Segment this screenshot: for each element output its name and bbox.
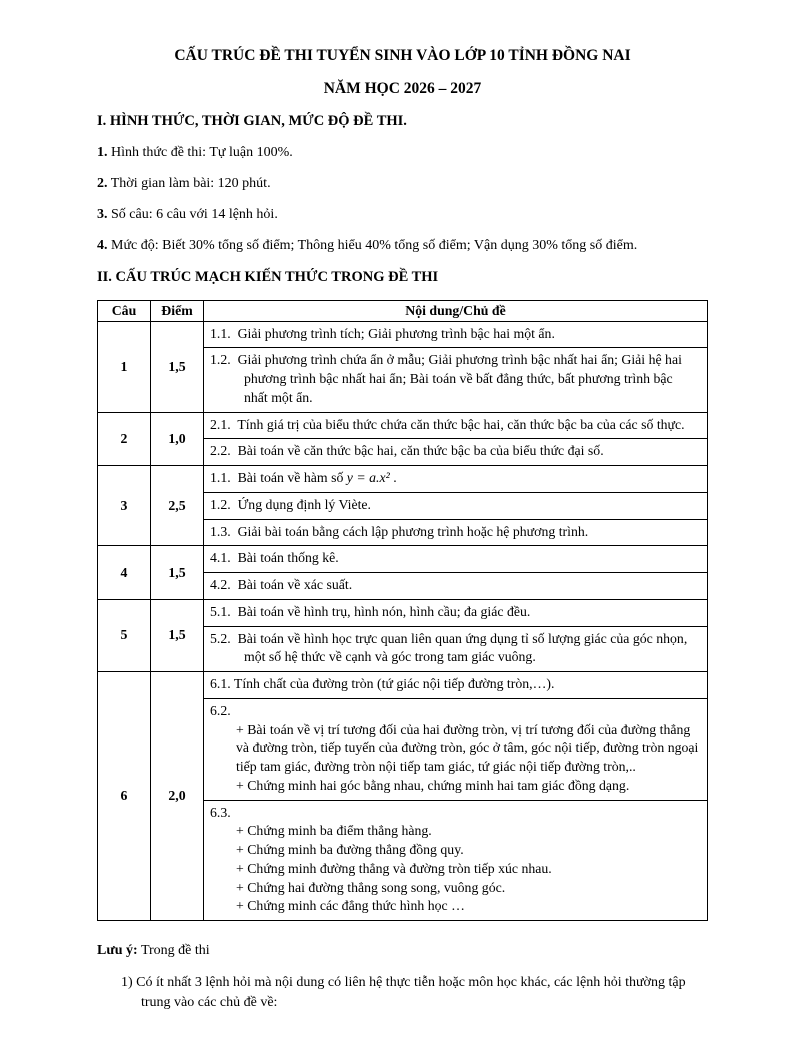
section1-item-4 xyxy=(97,237,708,255)
table-row-cau2 xyxy=(98,412,708,439)
table-row-cau1 xyxy=(98,321,708,348)
section1-item-1-text: Hình thức đề thi: Tự luận 100%. xyxy=(111,144,293,160)
table-row-cau4 xyxy=(98,546,708,573)
content-cell-2-1 xyxy=(204,412,708,439)
content-cell-6-1 xyxy=(204,672,708,699)
section1-item-3-text: Số câu: 6 câu với 14 lệnh hỏi. xyxy=(111,207,278,223)
content-cell-2-2 xyxy=(204,439,708,466)
formula-y-ax2: y = a.x² xyxy=(346,470,390,485)
topic-bullet-6-3-2: + Chứng minh ba đường thẳng đồng quy. xyxy=(236,842,464,857)
topic-text-4-1: 4.1. Bài toán thống kê. xyxy=(210,550,339,566)
topic-text-6-1: 6.1. Tính chất của đường tròn (tứ giác nội tiếp đường tròn,…). xyxy=(210,676,555,691)
topic-bullet-6-3-1: + Chứng minh ba điểm thẳng hàng. xyxy=(236,823,432,839)
diem-4-cell: 1,5 xyxy=(151,546,204,600)
topic-label-6-3: 6.3. xyxy=(210,804,231,820)
content-cell-6-3 xyxy=(204,800,708,921)
topic-text-5-1: 5.1. Bài toán về hình trụ, hình nón, hình cầu; đa giác đều. xyxy=(210,603,531,619)
topic-text-3-1 xyxy=(210,469,699,488)
content-cell-3-3 xyxy=(204,519,708,546)
topic-text-3-1-post: . xyxy=(389,470,397,485)
cau-4-cell: 4 xyxy=(98,546,151,600)
section1-item-2 xyxy=(97,175,708,193)
section1-item-2-text: Thời gian làm bài: 120 phút. xyxy=(110,175,271,191)
diem-3-cell: 2,5 xyxy=(151,466,204,546)
table-row-cau3 xyxy=(98,466,708,493)
document-header xyxy=(97,46,708,99)
cau-3-cell: 3 xyxy=(98,466,151,546)
section1-item-1-number: 1. xyxy=(97,144,108,160)
topic-bullet-6-3-4: + Chứng hai đường thẳng song song, vuông góc. xyxy=(236,879,506,895)
note-list xyxy=(121,973,708,1012)
content-cell-1-1 xyxy=(204,321,708,348)
content-cell-6-2 xyxy=(204,698,708,800)
document-title-line2: NĂM HỌC 2026 – 2027 xyxy=(323,80,482,98)
exam-structure-table xyxy=(97,300,708,922)
note-label: Lưu ý: xyxy=(97,943,138,958)
section1-item-4-number: 4. xyxy=(97,238,108,254)
topic-bullet-6-3-5: + Chứng minh các đẳng thức hình học … xyxy=(236,898,465,914)
content-cell-4-1 xyxy=(204,546,708,573)
content-cell-5-2 xyxy=(204,626,708,672)
table-row-cau6 xyxy=(98,672,708,699)
cau-6-cell: 6 xyxy=(98,672,151,921)
content-cell-1-2 xyxy=(204,348,708,412)
document-title-line1: CẤU TRÚC ĐỀ THI TUYỂN SINH VÀO LỚP 10 TỈNH ĐỒNG NAI xyxy=(174,47,631,64)
content-cell-3-1 xyxy=(204,466,708,493)
topic-bullet-6-3-3: + Chứng minh đường thẳng và đường tròn tiếp xúc nhau. xyxy=(236,860,552,876)
table-header-row xyxy=(98,300,708,321)
content-cell-4-2 xyxy=(204,573,708,600)
topic-text-5-2: 5.2. Bài toán về hình học trực quan liên quan ứng dụng tỉ số lượng giác của góc nhọn, một số hệ thức về cạnh và góc trong tam giác vuông. xyxy=(210,630,688,665)
topic-text-3-2: 1.2. Ứng dụng định lý Viète. xyxy=(210,496,371,512)
section1-item-4-text: Mức độ: Biết 30% tổng số điểm; Thông hiểu 40% tổng số điểm; Vận dụng 30% tổng số điểm. xyxy=(111,238,638,254)
table-row-cau5 xyxy=(98,599,708,626)
note-item-1 xyxy=(121,973,708,1012)
topic-text-2-2: 2.2. Bài toán về căn thức bậc hai, căn thức bậc ba của biểu thức đại số. xyxy=(210,443,604,459)
section1-heading: I. HÌNH THỨC, THỜI GIAN, MỨC ĐỘ ĐỀ THI. xyxy=(97,112,407,129)
header-noidung: Nội dung/Chủ đề xyxy=(204,300,708,321)
topic-text-4-2: 4.2. Bài toán về xác suất. xyxy=(210,577,353,592)
section1-item-3-number: 3. xyxy=(97,207,108,223)
diem-1-cell: 1,5 xyxy=(151,321,204,412)
section1-item-2-number: 2. xyxy=(97,175,108,191)
note-item-1-number: 1) xyxy=(121,975,133,990)
diem-5-cell: 1,5 xyxy=(151,599,204,671)
diem-6-cell: 2,0 xyxy=(151,672,204,921)
note-text: Trong đề thi xyxy=(140,943,210,958)
section1-item-1 xyxy=(97,144,708,162)
topic-text-3-1-pre: 1.1. Bài toán về hàm số xyxy=(210,470,347,485)
topic-text-2-1: 2.1. Tính giá trị của biểu thức chứa căn thức bậc hai, căn thức bậc ba của các số thực. xyxy=(210,416,685,432)
diem-2-cell: 1,0 xyxy=(151,412,204,466)
content-cell-5-1 xyxy=(204,599,708,626)
section2-heading: II. CẤU TRÚC MẠCH KIẾN THỨC TRONG ĐỀ THI xyxy=(97,268,439,285)
section1-item-3 xyxy=(97,206,708,224)
header-cau: Câu xyxy=(98,300,151,321)
cau-1-cell: 1 xyxy=(98,321,151,412)
topic-label-6-2: 6.2. xyxy=(210,702,231,718)
topic-text-1-1: 1.1. Giải phương trình tích; Giải phương trình bậc hai một ẩn. xyxy=(210,325,555,341)
cau-2-cell: 2 xyxy=(98,412,151,466)
topic-bullet-6-2-1: + Bài toán về vị trí tương đối của hai đường tròn, vị trí tương đối của đường thẳng và đường tròn, tiếp tuyến của đường tròn, góc ở tâm, góc nội tiếp, đường tròn ngoại tiếp tam giác, đường tròn nội tiếp tam giác, tứ giác nội tiếp đường tròn,.. xyxy=(236,721,699,774)
topic-text-3-3: 1.3. Giải bài toán bằng cách lập phương trình hoặc hệ phương trình. xyxy=(210,523,589,539)
topic-bullet-6-2-2: + Chứng minh hai góc bằng nhau, chứng minh hai tam giác đồng dạng. xyxy=(236,777,630,793)
header-diem: Điểm xyxy=(151,300,204,321)
cau-5-cell: 5 xyxy=(98,599,151,671)
note-heading xyxy=(97,943,708,959)
content-cell-3-2 xyxy=(204,492,708,519)
topic-text-1-2: 1.2. Giải phương trình chứa ẩn ở mẫu; Giải phương trình bậc nhất hai ẩn; Giải hệ hai phương trình bậc nhất hai ẩn; Bài toán về bất đẳng thức, bất phương trình bậc nhất một ẩn. xyxy=(210,352,682,405)
note-item-1-text: Có ít nhất 3 lệnh hỏi mà nội dung có liên hệ thực tiễn hoặc môn học khác, các lệnh hỏi thường tập trung vào các chủ đề về: xyxy=(136,975,686,1010)
